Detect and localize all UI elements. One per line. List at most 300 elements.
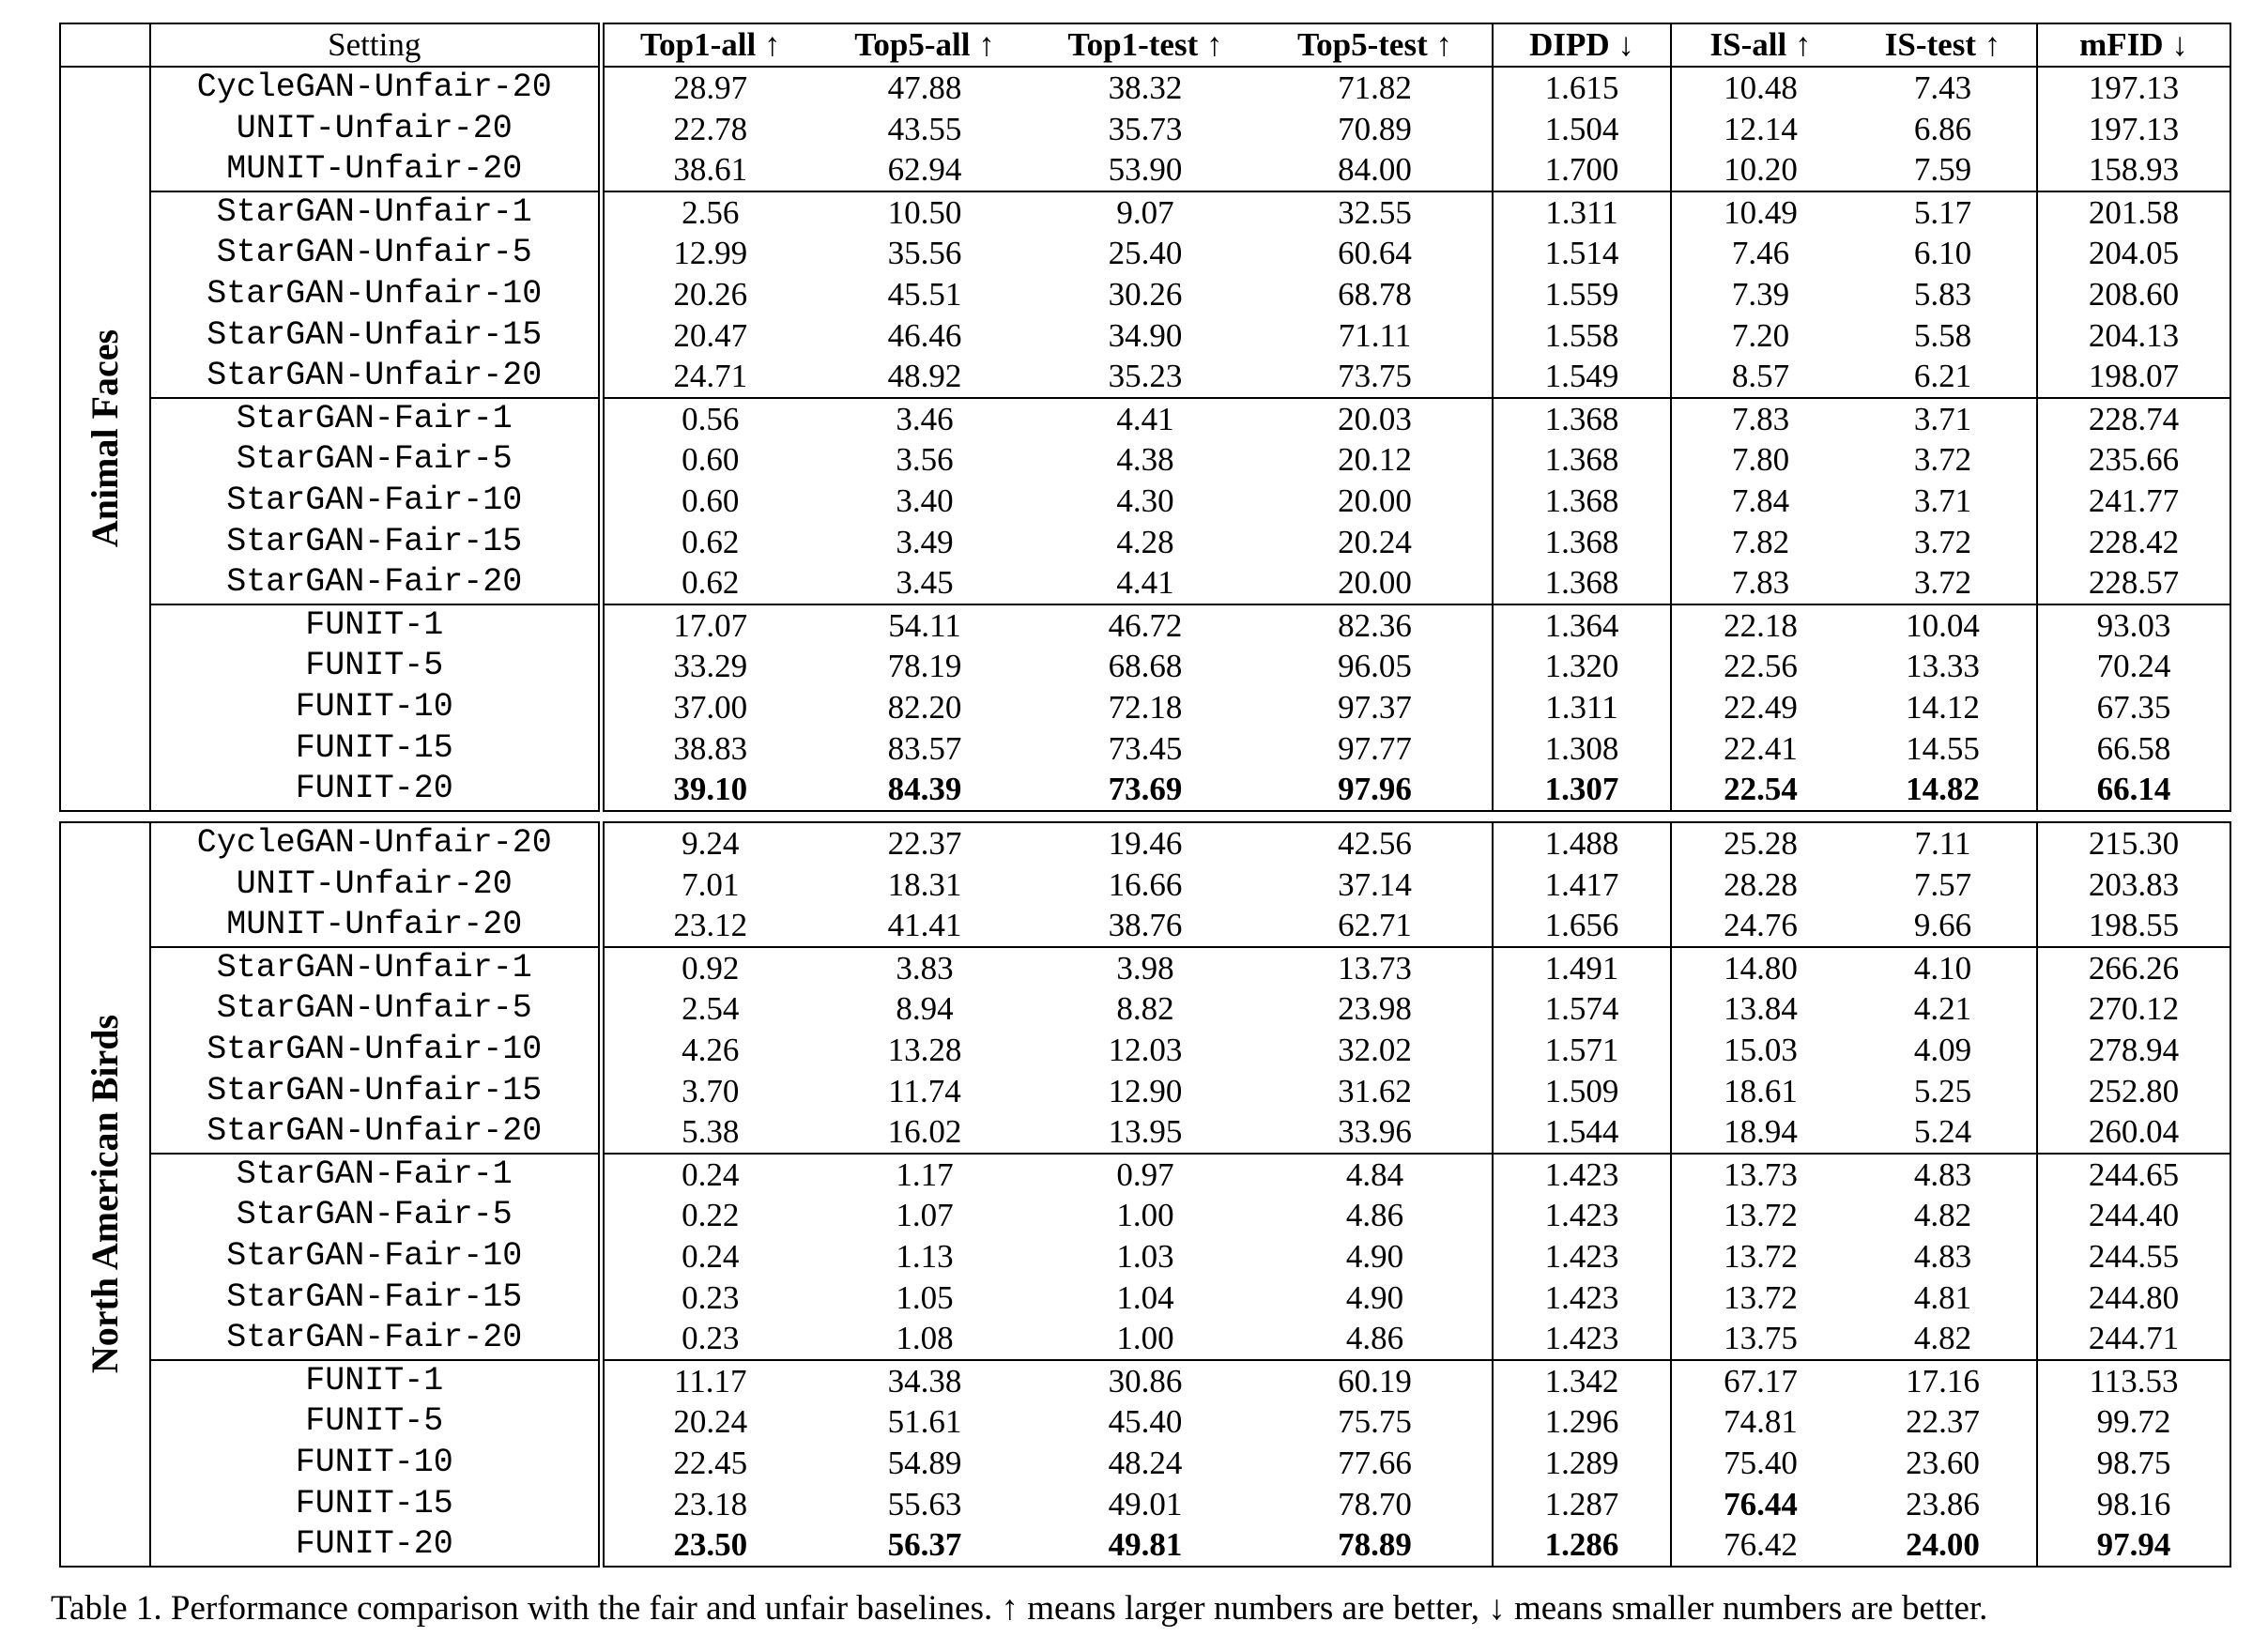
- value-cell: 78.70: [1258, 1484, 1493, 1525]
- setting-cell: UNIT-Unfair-20: [150, 109, 601, 150]
- value-cell: 3.45: [896, 564, 954, 602]
- value-cell: 1.559: [1493, 274, 1671, 315]
- value-cell: 244.40: [2088, 1197, 2180, 1234]
- value-cell: 7.57: [1849, 864, 2037, 906]
- value-cell: 0.62: [682, 523, 740, 560]
- header-top1-test: Top1-test ↑: [1067, 26, 1223, 63]
- value-cell: 12.90: [1108, 1072, 1183, 1109]
- value-cell: 228.74: [2037, 398, 2230, 440]
- value-cell: 23.50: [673, 1526, 748, 1564]
- value-cell: 4.82: [1849, 1318, 2037, 1360]
- value-cell: 25.28: [1724, 825, 1798, 862]
- table-row: [60, 864, 2230, 906]
- value-cell: 6.86: [1849, 109, 2037, 150]
- value-cell: 20.00: [1258, 481, 1493, 522]
- value-cell: 4.83: [1849, 1154, 2037, 1196]
- table-row: [60, 822, 2230, 864]
- setting-cell: FUNIT-5: [150, 646, 601, 687]
- value-cell: 43.55: [887, 110, 962, 147]
- header-is-all: IS-all ↑: [1709, 26, 1812, 63]
- value-cell: 70.89: [1258, 109, 1493, 150]
- value-cell: 73.75: [1258, 356, 1493, 398]
- value-cell: 1.423: [1493, 1195, 1671, 1236]
- value-cell: 98.75: [2096, 1444, 2171, 1481]
- value-cell: 1.07: [896, 1197, 954, 1234]
- value-cell: 7.43: [1849, 67, 2037, 109]
- value-cell: 16.02: [887, 1113, 962, 1151]
- value-cell: 23.86: [1849, 1484, 2037, 1525]
- value-cell: 22.18: [1671, 604, 1849, 647]
- value-cell: 99.72: [2096, 1403, 2171, 1441]
- setting-cell: UNIT-Unfair-20: [150, 864, 601, 906]
- value-cell: 77.66: [1258, 1443, 1493, 1484]
- value-cell: 34.38: [817, 1360, 1033, 1402]
- value-cell: 9.07: [1033, 191, 1258, 234]
- setting-cell: MUNIT-Unfair-20: [150, 149, 601, 191]
- value-cell: 4.82: [1849, 1195, 2037, 1236]
- value-cell: 71.11: [1258, 315, 1493, 357]
- value-cell: 6.10: [1849, 233, 2037, 274]
- value-cell: 244.55: [2088, 1237, 2180, 1275]
- value-cell: 35.73: [1108, 110, 1183, 147]
- table-row: [60, 1195, 2230, 1236]
- value-cell: 197.13: [2088, 69, 2180, 106]
- setting-cell: FUNIT-15: [150, 1484, 601, 1525]
- value-cell: 3.40: [896, 482, 954, 519]
- value-cell: 49.01: [1108, 1485, 1183, 1522]
- header-blank-cell: [60, 23, 150, 67]
- value-cell: 45.51: [887, 275, 962, 313]
- value-cell: 4.26: [682, 1031, 740, 1068]
- setting-cell: StarGAN-Unfair-5: [150, 233, 601, 274]
- value-cell: 7.83: [1731, 564, 1790, 602]
- results-block-animal-faces: [59, 66, 2231, 812]
- table-row: [60, 1360, 2230, 1402]
- value-cell: 208.60: [2088, 275, 2180, 313]
- value-cell: 4.84: [1258, 1154, 1493, 1196]
- table-row: [60, 274, 2230, 315]
- setting-cell: StarGAN-Fair-10: [150, 1236, 601, 1277]
- setting-cell: StarGAN-Fair-1: [150, 1154, 601, 1196]
- value-cell: 23.60: [1849, 1443, 2037, 1484]
- value-cell: 260.04: [2088, 1113, 2180, 1151]
- value-cell: 1.423: [1493, 1318, 1671, 1360]
- value-cell: 97.96: [1258, 769, 1493, 811]
- value-cell: 13.28: [887, 1031, 962, 1068]
- table-row: [60, 1484, 2230, 1525]
- value-cell: 32.02: [1258, 1030, 1493, 1071]
- value-cell: 38.83: [673, 729, 748, 767]
- value-cell: 241.77: [2088, 482, 2180, 519]
- value-cell: 1.311: [1493, 191, 1671, 234]
- value-cell: 3.72: [1849, 439, 2037, 481]
- value-cell: 37.00: [673, 688, 748, 726]
- table-row: [60, 1030, 2230, 1071]
- value-cell: 7.20: [1731, 316, 1790, 354]
- header-setting: Setting: [150, 23, 601, 67]
- value-cell: 203.83: [2088, 865, 2180, 903]
- table-row: [60, 1443, 2230, 1484]
- header-is-test: IS-test ↑: [1849, 23, 2037, 67]
- header-top5-all: Top5-all ↑: [854, 26, 995, 63]
- value-cell: 10.04: [1849, 604, 2037, 647]
- value-cell: 6.21: [1849, 356, 2037, 398]
- table-row: [60, 1071, 2230, 1112]
- value-cell: 201.58: [2037, 191, 2230, 234]
- value-cell: 1.423: [1493, 1154, 1671, 1196]
- setting-cell: StarGAN-Unfair-10: [150, 1030, 601, 1071]
- setting-cell: StarGAN-Unfair-15: [150, 1071, 601, 1112]
- value-cell: 2.56: [601, 191, 817, 234]
- value-cell: 13.72: [1724, 1278, 1798, 1316]
- value-cell: 35.56: [887, 235, 962, 272]
- value-cell: 71.82: [1258, 67, 1493, 109]
- value-cell: 1.308: [1493, 728, 1671, 770]
- value-cell: 0.56: [601, 398, 817, 440]
- value-cell: 8.82: [1116, 990, 1174, 1028]
- value-cell: 1.05: [896, 1278, 954, 1316]
- value-cell: 228.57: [2088, 564, 2180, 602]
- value-cell: 3.72: [1849, 562, 2037, 604]
- value-cell: 3.71: [1849, 398, 2037, 440]
- value-cell: 1.558: [1493, 315, 1671, 357]
- value-cell: 56.37: [887, 1526, 962, 1564]
- value-cell: 3.56: [896, 441, 954, 479]
- value-cell: 1.03: [1116, 1237, 1174, 1275]
- value-cell: 84.39: [887, 771, 962, 808]
- value-cell: 0.97: [1033, 1154, 1258, 1196]
- value-cell: 37.14: [1258, 864, 1493, 906]
- value-cell: 204.05: [2088, 235, 2180, 272]
- table-row: [60, 1154, 2230, 1196]
- value-cell: 1.368: [1493, 439, 1671, 481]
- value-cell: 1.368: [1493, 562, 1671, 604]
- value-cell: 244.80: [2088, 1278, 2180, 1316]
- value-cell: 198.55: [2088, 907, 2180, 944]
- value-cell: 66.58: [2096, 729, 2171, 767]
- table-header: [59, 23, 2231, 68]
- value-cell: 7.01: [682, 865, 740, 903]
- value-cell: 20.03: [1258, 398, 1493, 440]
- setting-cell: FUNIT-20: [150, 1524, 601, 1567]
- value-cell: 9.66: [1849, 905, 2037, 947]
- value-cell: 82.36: [1258, 604, 1493, 647]
- value-cell: 1.368: [1493, 481, 1671, 522]
- header-row: [60, 23, 2230, 67]
- value-cell: 7.82: [1731, 523, 1790, 560]
- value-cell: 13.73: [1258, 947, 1493, 989]
- value-cell: 97.37: [1258, 687, 1493, 728]
- value-cell: 73.69: [1108, 771, 1183, 808]
- setting-cell: FUNIT-20: [150, 769, 601, 811]
- value-cell: 5.24: [1849, 1111, 2037, 1154]
- domain-label-cell: [60, 67, 150, 811]
- table-row: [60, 356, 2230, 398]
- value-cell: 18.61: [1724, 1072, 1798, 1109]
- setting-cell: FUNIT-10: [150, 1443, 601, 1484]
- value-cell: 19.46: [1108, 825, 1183, 862]
- header-top5-test: Top5-test ↑: [1258, 23, 1493, 67]
- value-cell: 62.71: [1258, 905, 1493, 947]
- setting-cell: StarGAN-Fair-5: [150, 1195, 601, 1236]
- table-row: [60, 149, 2230, 191]
- table-row: [60, 522, 2230, 563]
- value-cell: 54.11: [817, 604, 1033, 647]
- table-row: [60, 728, 2230, 770]
- value-cell: 7.59: [1849, 149, 2037, 191]
- setting-cell: FUNIT-1: [150, 604, 601, 647]
- setting-cell: StarGAN-Unfair-5: [150, 988, 601, 1030]
- value-cell: 266.26: [2037, 947, 2230, 989]
- domain-label-cell: [60, 822, 150, 1567]
- setting-cell: StarGAN-Unfair-1: [150, 191, 601, 234]
- value-cell: 4.21: [1849, 988, 2037, 1030]
- domain-label: Animal Faces: [84, 329, 127, 548]
- value-cell: 97.77: [1258, 728, 1493, 770]
- value-cell: 0.23: [682, 1278, 740, 1316]
- value-cell: 46.72: [1033, 604, 1258, 647]
- value-cell: 49.81: [1108, 1526, 1183, 1564]
- results-block-north-american-birds: [59, 821, 2231, 1568]
- value-cell: 68.78: [1258, 274, 1493, 315]
- value-cell: 4.86: [1258, 1195, 1493, 1236]
- value-cell: 7.83: [1671, 398, 1849, 440]
- value-cell: 198.07: [2088, 358, 2180, 395]
- value-cell: 51.61: [887, 1403, 962, 1441]
- value-cell: 244.71: [2088, 1320, 2180, 1357]
- value-cell: 2.54: [682, 990, 740, 1028]
- results-body: [60, 822, 2230, 1567]
- value-cell: 78.19: [887, 648, 962, 685]
- value-cell: 41.41: [887, 907, 962, 944]
- value-cell: 1.342: [1493, 1360, 1671, 1402]
- value-cell: 7.46: [1731, 235, 1790, 272]
- setting-cell: StarGAN-Unfair-20: [150, 1111, 601, 1154]
- value-cell: 0.62: [682, 564, 740, 602]
- value-cell: 46.46: [887, 316, 962, 354]
- value-cell: 74.81: [1724, 1403, 1798, 1441]
- value-cell: 13.95: [1108, 1113, 1183, 1151]
- value-cell: 13.33: [1849, 646, 2037, 687]
- value-cell: 1.514: [1493, 233, 1671, 274]
- value-cell: 204.13: [2088, 316, 2180, 354]
- value-cell: 10.49: [1671, 191, 1849, 234]
- value-cell: 24.71: [673, 358, 748, 395]
- value-cell: 14.12: [1849, 687, 2037, 728]
- value-cell: 0.24: [601, 1154, 817, 1196]
- value-cell: 13.75: [1724, 1320, 1798, 1357]
- value-cell: 14.82: [1849, 769, 2037, 811]
- value-cell: 13.84: [1724, 990, 1798, 1028]
- value-cell: 76.42: [1724, 1526, 1798, 1564]
- value-cell: 1.368: [1493, 522, 1671, 563]
- value-cell: 35.23: [1108, 358, 1183, 395]
- table-row: [60, 1111, 2230, 1154]
- value-cell: 8.94: [896, 990, 954, 1028]
- value-cell: 12.03: [1108, 1031, 1183, 1068]
- value-cell: 23.12: [673, 907, 748, 944]
- value-cell: 7.84: [1731, 482, 1790, 519]
- value-cell: 1.509: [1493, 1071, 1671, 1112]
- setting-cell: FUNIT-1: [150, 1360, 601, 1402]
- value-cell: 23.98: [1258, 988, 1493, 1030]
- table-row: [60, 481, 2230, 522]
- value-cell: 244.65: [2037, 1154, 2230, 1196]
- value-cell: 28.28: [1724, 865, 1798, 903]
- value-cell: 18.31: [887, 865, 962, 903]
- value-cell: 1.04: [1116, 1278, 1174, 1316]
- setting-cell: MUNIT-Unfair-20: [150, 905, 601, 947]
- value-cell: 4.41: [1033, 398, 1258, 440]
- value-cell: 38.76: [1108, 907, 1183, 944]
- value-cell: 55.63: [887, 1485, 962, 1522]
- value-cell: 1.615: [1493, 67, 1671, 109]
- value-cell: 1.296: [1493, 1401, 1671, 1443]
- table-row: [60, 1236, 2230, 1277]
- value-cell: 3.46: [817, 398, 1033, 440]
- value-cell: 4.10: [1849, 947, 2037, 989]
- value-cell: 42.56: [1258, 822, 1493, 864]
- value-cell: 1.423: [1493, 1236, 1671, 1277]
- setting-cell: FUNIT-5: [150, 1401, 601, 1443]
- value-cell: 278.94: [2088, 1031, 2180, 1068]
- table-row: [60, 646, 2230, 687]
- value-cell: 28.97: [673, 69, 748, 106]
- value-cell: 98.16: [2096, 1485, 2171, 1522]
- value-cell: 4.30: [1116, 482, 1174, 519]
- setting-cell: StarGAN-Unfair-1: [150, 947, 601, 989]
- value-cell: 4.28: [1116, 523, 1174, 560]
- value-cell: 13.72: [1724, 1237, 1798, 1275]
- value-cell: 22.37: [1849, 1401, 2037, 1443]
- value-cell: 4.41: [1116, 564, 1174, 602]
- value-cell: 13.72: [1724, 1197, 1798, 1234]
- table-row: [60, 67, 2230, 109]
- value-cell: 10.50: [817, 191, 1033, 234]
- value-cell: 11.74: [888, 1072, 961, 1109]
- value-cell: 1.368: [1493, 398, 1671, 440]
- table-row: [60, 1318, 2230, 1360]
- value-cell: 5.38: [682, 1113, 740, 1151]
- setting-cell: StarGAN-Fair-5: [150, 439, 601, 481]
- value-cell: 1.571: [1493, 1030, 1671, 1071]
- table-row: [60, 233, 2230, 274]
- value-cell: 4.90: [1258, 1236, 1493, 1277]
- value-cell: 13.73: [1671, 1154, 1849, 1196]
- value-cell: 48.92: [887, 358, 962, 395]
- value-cell: 33.29: [673, 648, 748, 685]
- value-cell: 1.488: [1493, 822, 1671, 864]
- value-cell: 4.83: [1849, 1236, 2037, 1277]
- value-cell: 4.38: [1116, 441, 1174, 479]
- setting-cell: StarGAN-Fair-20: [150, 562, 601, 604]
- value-cell: 5.83: [1849, 274, 2037, 315]
- setting-cell: StarGAN-Unfair-15: [150, 315, 601, 357]
- table-row: [60, 988, 2230, 1030]
- value-cell: 76.44: [1724, 1485, 1798, 1522]
- value-cell: 5.58: [1849, 315, 2037, 357]
- value-cell: 3.72: [1849, 522, 2037, 563]
- value-cell: 3.49: [896, 523, 954, 560]
- value-cell: 5.25: [1849, 1071, 2037, 1112]
- table-row: [60, 562, 2230, 604]
- value-cell: 10.48: [1724, 69, 1798, 106]
- value-cell: 17.07: [601, 604, 817, 647]
- value-cell: 82.20: [887, 688, 962, 726]
- value-cell: 1.491: [1493, 947, 1671, 989]
- value-cell: 34.90: [1108, 316, 1183, 354]
- value-cell: 1.423: [1493, 1277, 1671, 1319]
- value-cell: 0.24: [682, 1237, 740, 1275]
- value-cell: 0.23: [682, 1320, 740, 1357]
- value-cell: 4.09: [1849, 1030, 2037, 1071]
- value-cell: 96.05: [1258, 646, 1493, 687]
- value-cell: 0.92: [601, 947, 817, 989]
- value-cell: 8.57: [1731, 358, 1790, 395]
- setting-cell: CycleGAN-Unfair-20: [150, 822, 601, 864]
- value-cell: 1.307: [1493, 769, 1671, 811]
- value-cell: 32.55: [1258, 191, 1493, 234]
- value-cell: 12.14: [1724, 110, 1798, 147]
- value-cell: 47.88: [887, 69, 962, 106]
- value-cell: 20.12: [1258, 439, 1493, 481]
- header-dipd: DIPD ↓: [1493, 23, 1671, 67]
- value-cell: 1.504: [1493, 109, 1671, 150]
- table-row: [60, 439, 2230, 481]
- value-cell: 1.364: [1493, 604, 1671, 647]
- value-cell: 1.656: [1493, 905, 1671, 947]
- value-cell: 20.00: [1258, 562, 1493, 604]
- table-row: [60, 398, 2230, 440]
- value-cell: 1.13: [896, 1237, 954, 1275]
- domain-label: North American Birds: [84, 1015, 127, 1374]
- value-cell: 3.83: [817, 947, 1033, 989]
- value-cell: 18.94: [1724, 1113, 1798, 1151]
- value-cell: 30.26: [1108, 275, 1183, 313]
- value-cell: 93.03: [2037, 604, 2230, 647]
- table-row: [60, 1524, 2230, 1567]
- value-cell: 97.94: [2096, 1526, 2171, 1564]
- value-cell: 54.89: [887, 1444, 962, 1481]
- value-cell: 22.45: [673, 1444, 748, 1481]
- value-cell: 7.39: [1731, 275, 1790, 313]
- value-cell: 1.574: [1493, 988, 1671, 1030]
- value-cell: 1.00: [1116, 1197, 1174, 1234]
- table-row: [60, 947, 2230, 989]
- value-cell: 20.47: [673, 316, 748, 354]
- table-caption: Table 1. Performance comparison with the fair and unfair baselines. ↑ means larger numbers are better, ↓ means smaller numbers are better.: [51, 1589, 1988, 1628]
- value-cell: 3.98: [1033, 947, 1258, 989]
- table-row: [60, 687, 2230, 728]
- value-cell: 24.00: [1849, 1524, 2037, 1567]
- value-cell: 33.96: [1258, 1111, 1493, 1154]
- value-cell: 73.45: [1108, 729, 1183, 767]
- value-cell: 7.80: [1731, 441, 1790, 479]
- value-cell: 9.24: [682, 825, 740, 862]
- value-cell: 17.16: [1849, 1360, 2037, 1402]
- value-cell: 62.94: [887, 151, 962, 189]
- setting-cell: FUNIT-10: [150, 687, 601, 728]
- table-row: [60, 1277, 2230, 1319]
- value-cell: 22.41: [1724, 729, 1798, 767]
- value-cell: 66.14: [2096, 771, 2171, 808]
- value-cell: 75.40: [1724, 1444, 1798, 1481]
- value-cell: 68.68: [1108, 648, 1183, 685]
- value-cell: 67.17: [1671, 1360, 1849, 1402]
- value-cell: 20.24: [1258, 522, 1493, 563]
- value-cell: 1.286: [1493, 1524, 1671, 1567]
- table-row: [60, 1401, 2230, 1443]
